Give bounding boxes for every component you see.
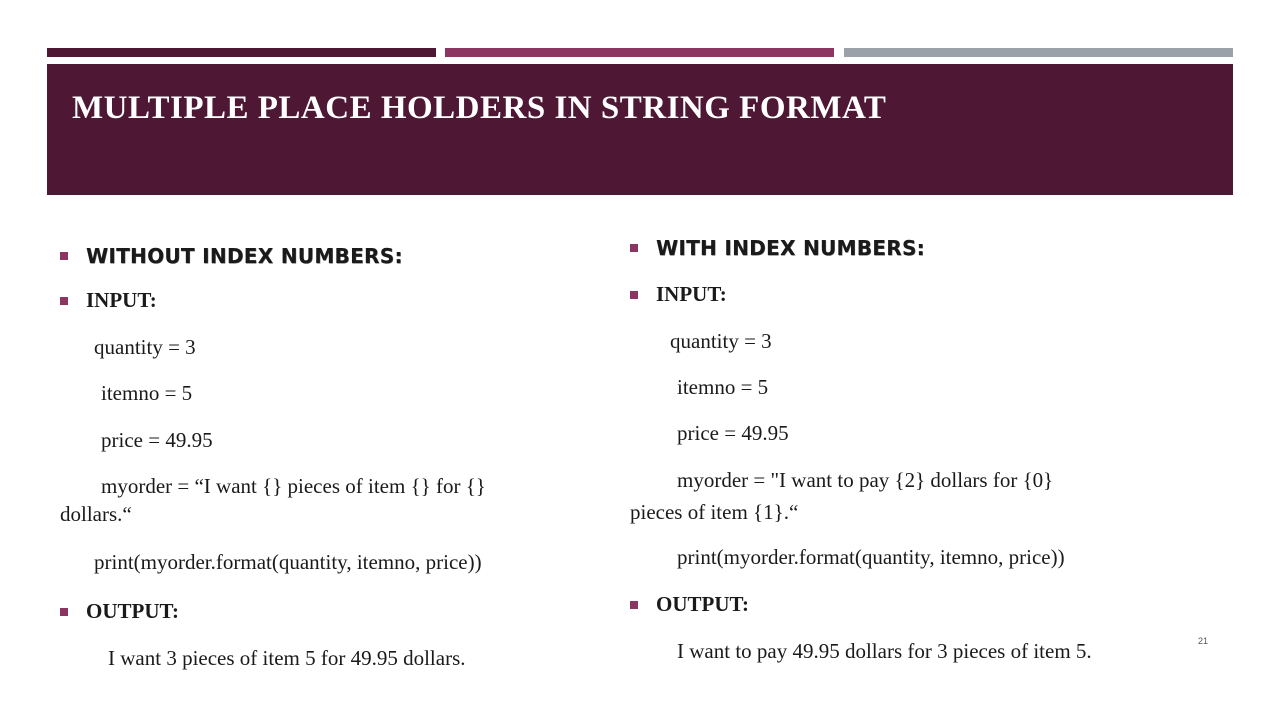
right-output-text: I want to pay 49.95 dollars for 3 pieces of item 5. bbox=[677, 639, 1092, 663]
left-code-quantity: quantity = 3 bbox=[94, 335, 196, 359]
square-bullet-icon bbox=[630, 291, 638, 299]
right-output-item bbox=[630, 592, 749, 617]
square-bullet-icon bbox=[60, 608, 68, 616]
right-output-label: OUTPUT: bbox=[656, 592, 749, 616]
top-accent-bar-magenta bbox=[445, 48, 834, 57]
left-output-item bbox=[60, 599, 179, 624]
left-heading-item bbox=[60, 244, 403, 268]
top-accent-bar-dark bbox=[47, 48, 436, 57]
square-bullet-icon bbox=[630, 244, 638, 252]
left-code-itemno: itemno = 5 bbox=[101, 381, 193, 405]
left-output-text: I want 3 pieces of item 5 for 49.95 dollars. bbox=[108, 646, 466, 670]
right-input-label: INPUT: bbox=[656, 282, 727, 306]
left-code-myorder-line2: dollars.“ bbox=[60, 502, 132, 526]
right-code-print: print(myorder.format(quantity, itemno, price)) bbox=[677, 545, 1065, 569]
left-code-myorder-line1: myorder = “I want {} pieces of item {} for {} bbox=[101, 474, 486, 498]
left-heading: WITHOUT INDEX NUMBERS: bbox=[86, 244, 403, 268]
right-code-myorder-line2: pieces of item {1}.“ bbox=[630, 500, 799, 524]
right-input-item bbox=[630, 282, 727, 307]
title-band bbox=[47, 64, 1233, 195]
square-bullet-icon bbox=[60, 252, 68, 260]
top-accent-bar-gray bbox=[844, 48, 1233, 57]
left-output-label: OUTPUT: bbox=[86, 599, 179, 623]
left-input-item bbox=[60, 288, 157, 313]
square-bullet-icon bbox=[630, 601, 638, 609]
slide-number: 21 bbox=[1198, 636, 1209, 646]
right-heading: WITH INDEX NUMBERS: bbox=[656, 236, 925, 260]
left-code-price: price = 49.95 bbox=[101, 428, 213, 452]
left-input-label: INPUT: bbox=[86, 288, 157, 312]
square-bullet-icon bbox=[60, 297, 68, 305]
right-code-itemno: itemno = 5 bbox=[677, 375, 769, 399]
right-code-quantity: quantity = 3 bbox=[670, 329, 772, 353]
right-code-myorder-line1: myorder = "I want to pay {2} dollars for {0} bbox=[677, 468, 1054, 492]
right-heading-item bbox=[630, 236, 925, 260]
slide-title: MULTIPLE PLACE HOLDERS IN STRING FORMAT bbox=[72, 90, 887, 126]
left-code-print: print(myorder.format(quantity, itemno, price)) bbox=[94, 550, 482, 574]
right-code-price: price = 49.95 bbox=[677, 421, 789, 445]
